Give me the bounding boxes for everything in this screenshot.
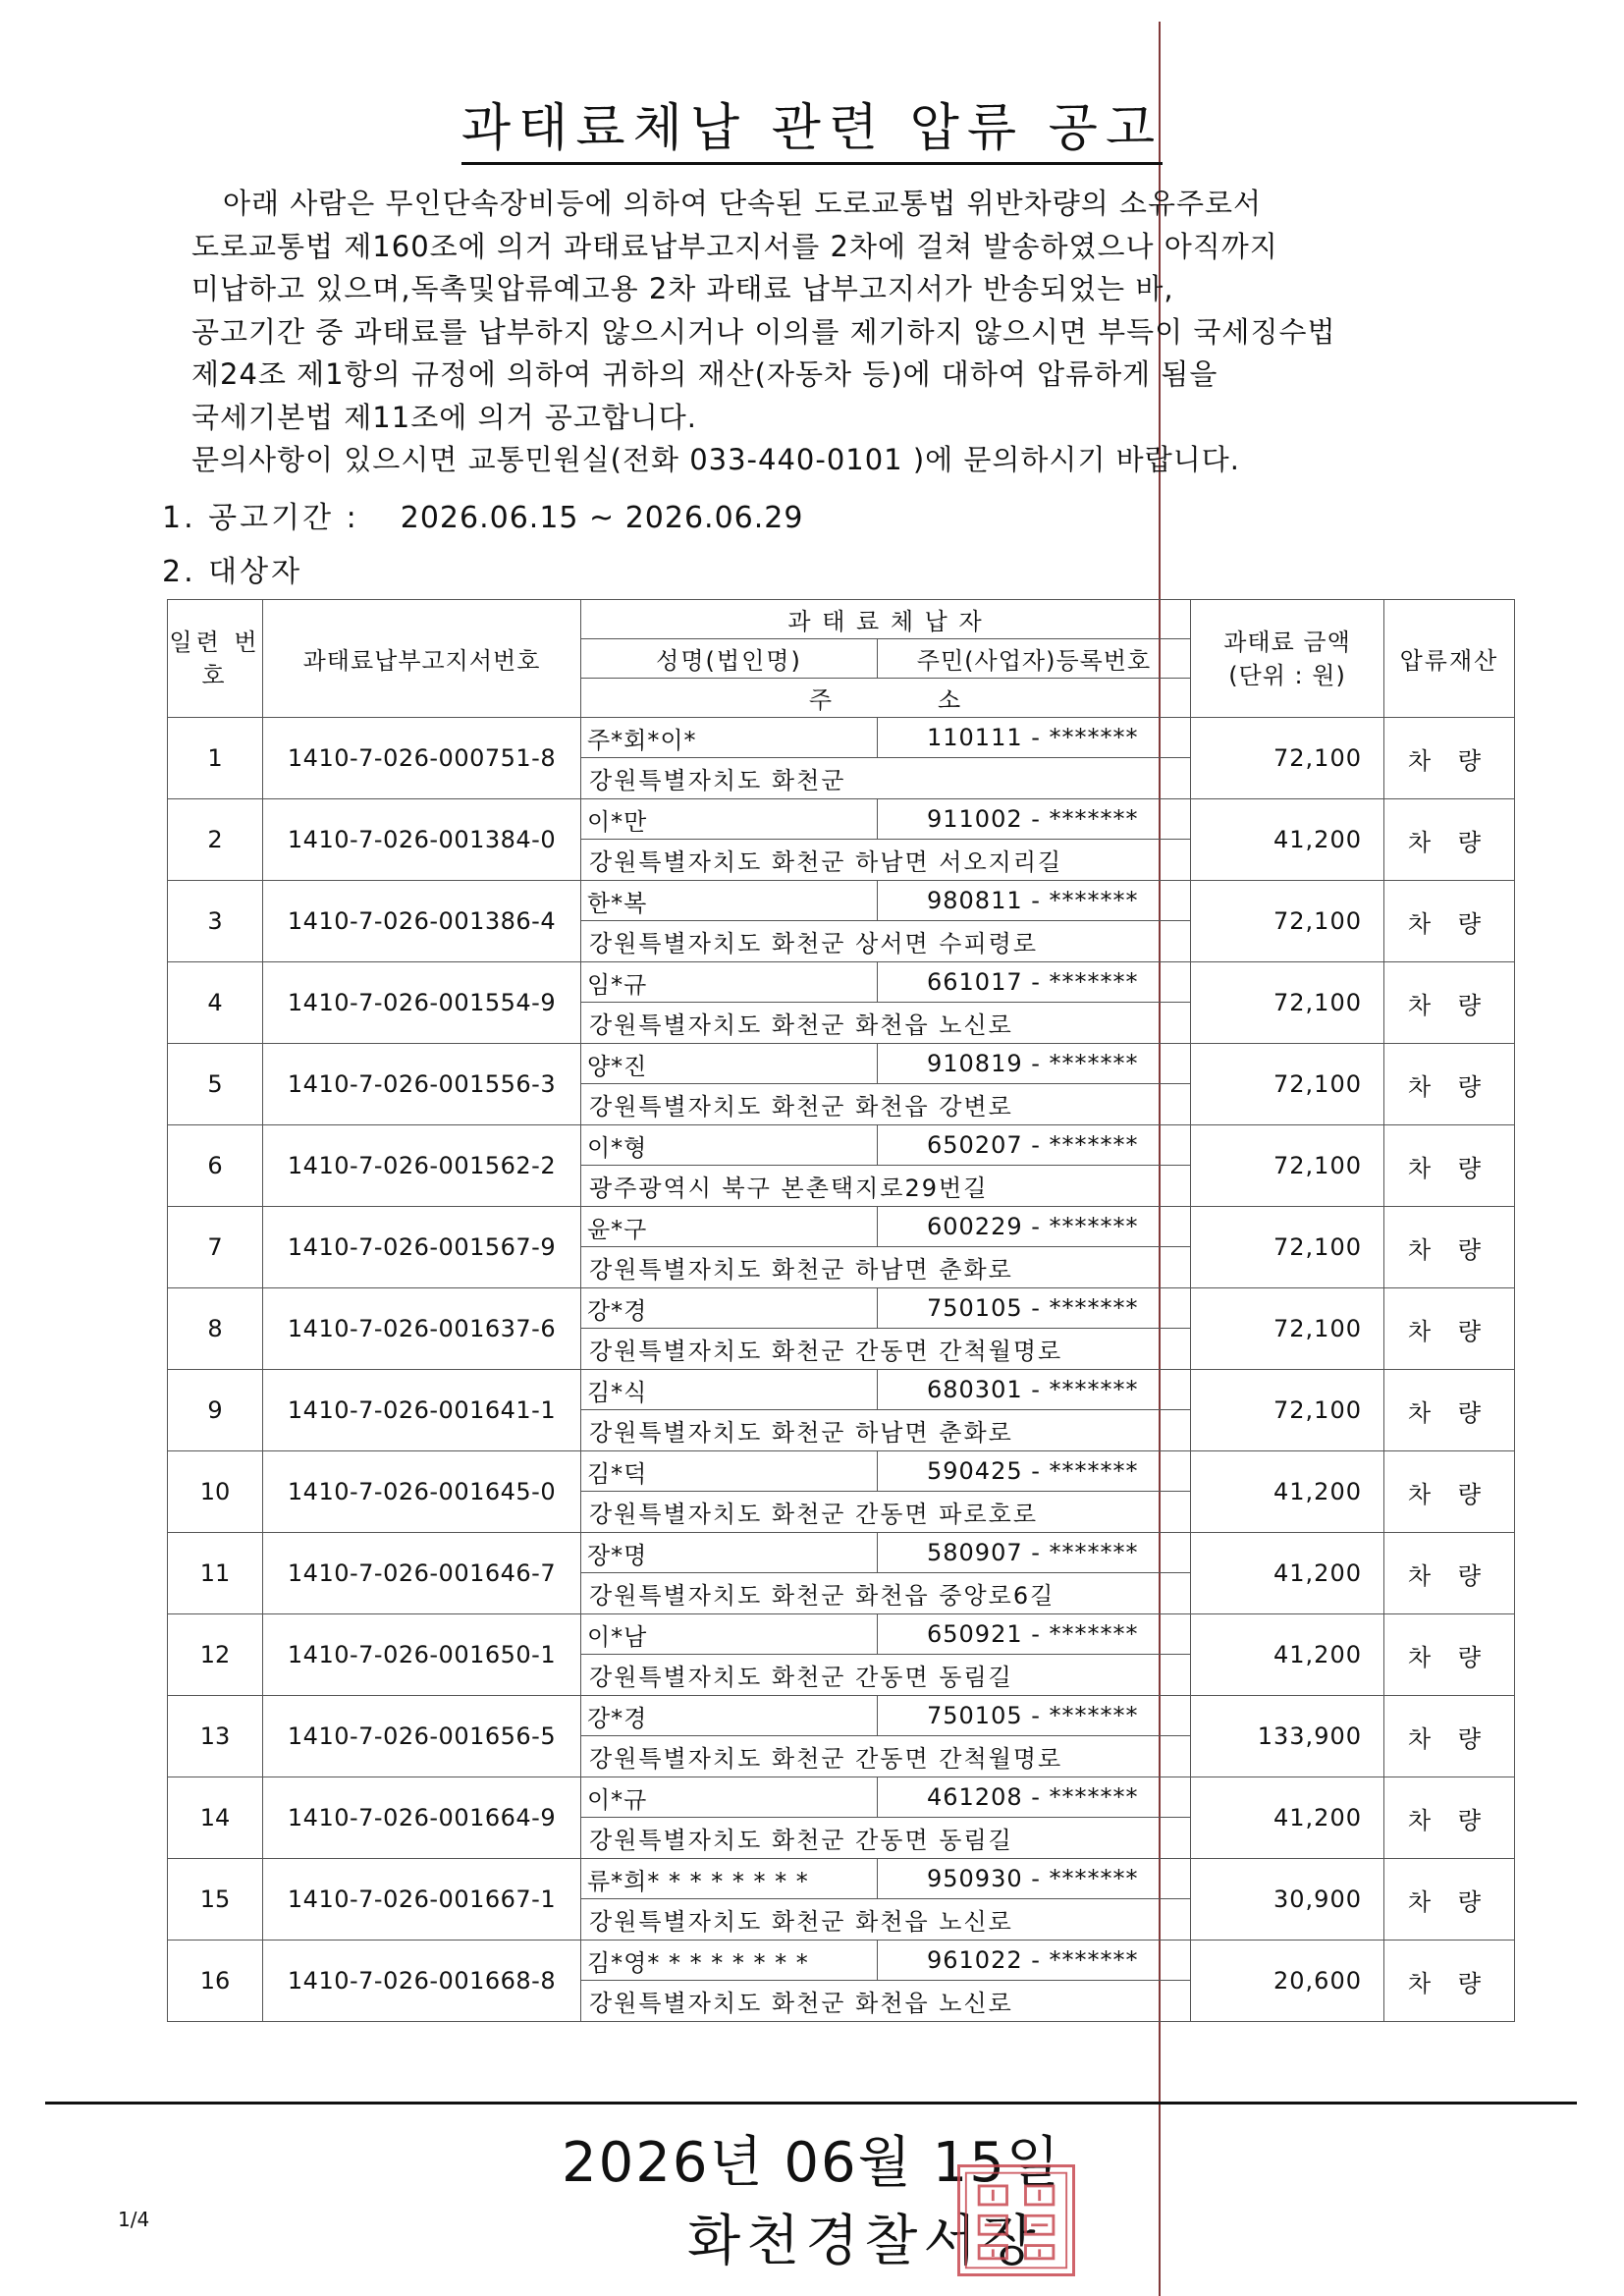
intro-line: 미납하고 있으며,독촉및압류예고용 2차 과태료 납부고지서가 반송되었는 바,	[191, 272, 1174, 305]
cell-name: 주*회*이*	[581, 718, 878, 758]
cell-notice-no: 1410-7-026-001668-8	[263, 1941, 581, 2022]
cell-serial-no: 16	[168, 1941, 263, 2022]
cell-notice-no: 1410-7-026-001641-1	[263, 1370, 581, 1451]
cell-seizure: 차 량	[1384, 718, 1515, 799]
cell-notice-no: 1410-7-026-001667-1	[263, 1859, 581, 1941]
cell-notice-no: 1410-7-026-001567-9	[263, 1207, 581, 1288]
cell-amount: 30,900	[1191, 1859, 1384, 1941]
cell-amount: 20,600	[1191, 1941, 1384, 2022]
cell-reg-no: 950930 - *******	[878, 1859, 1191, 1899]
cell-amount: 41,200	[1191, 799, 1384, 881]
cell-reg-no: 750105 - *******	[878, 1288, 1191, 1329]
header-name: 성명(법인명)	[581, 639, 878, 679]
cell-name: 강*경	[581, 1288, 878, 1329]
cell-serial-no: 10	[168, 1451, 263, 1533]
cell-serial-no: 3	[168, 881, 263, 962]
cell-address: 강원특별자치도 화천군 하남면 춘화로	[581, 1247, 1191, 1288]
header-serial-no: 일련 번호	[168, 600, 263, 718]
cell-name: 한*복	[581, 881, 878, 921]
cell-serial-no: 8	[168, 1288, 263, 1370]
cell-address: 강원특별자치도 화천군 화천읍 노신로	[581, 1899, 1191, 1941]
table-row	[168, 1370, 1515, 1410]
table-row	[168, 1777, 1515, 1818]
cell-reg-no: 911002 - *******	[878, 799, 1191, 840]
intro-line: 아래 사람은 무인단속장비등에 의하여 단속된 도로교통법 위반차량의 소유주로서	[223, 187, 1263, 220]
cell-serial-no: 7	[168, 1207, 263, 1288]
header-payer-group: 과 태 료 체 납 자	[581, 600, 1191, 639]
notice-period-value: 2026.06.15 ~ 2026.06.29	[400, 501, 804, 535]
cell-seizure: 차 량	[1384, 1859, 1515, 1941]
cell-reg-no: 600229 - *******	[878, 1207, 1191, 1247]
table-row	[168, 1614, 1515, 1655]
cell-seizure: 차 량	[1384, 1941, 1515, 2022]
cell-name: 류*희* * * * * * * *	[581, 1859, 878, 1899]
cell-serial-no: 2	[168, 799, 263, 881]
cell-name: 윤*구	[581, 1207, 878, 1247]
cell-address: 강원특별자치도 화천군 화천읍 노신로	[581, 1003, 1191, 1044]
cell-address: 강원특별자치도 화천군 화천읍 노신로	[581, 1981, 1191, 2022]
cell-reg-no: 961022 - *******	[878, 1941, 1191, 1981]
cell-notice-no: 1410-7-026-001556-3	[263, 1044, 581, 1125]
cell-reg-no: 680301 - *******	[878, 1370, 1191, 1410]
table-row	[168, 881, 1515, 921]
cell-name: 강*경	[581, 1696, 878, 1736]
footer-divider	[45, 2102, 1577, 2105]
table-row	[168, 1533, 1515, 1573]
cell-address: 강원특별자치도 화천군	[581, 758, 1191, 799]
cell-seizure: 차 량	[1384, 1533, 1515, 1614]
cell-amount: 41,200	[1191, 1614, 1384, 1696]
cell-name: 김*식	[581, 1370, 878, 1410]
cell-serial-no: 9	[168, 1370, 263, 1451]
cell-name: 장*명	[581, 1533, 878, 1573]
cell-notice-no: 1410-7-026-001562-2	[263, 1125, 581, 1207]
cell-amount: 72,100	[1191, 1370, 1384, 1451]
table-row	[168, 1451, 1515, 1492]
cell-notice-no: 1410-7-026-001664-9	[263, 1777, 581, 1859]
cell-amount: 72,100	[1191, 718, 1384, 799]
cell-seizure: 차 량	[1384, 1288, 1515, 1370]
intro-line: 제24조 제1항의 규정에 의하여 귀하의 재산(자동차 등)에 대하여 압류하게 됨을	[191, 357, 1218, 391]
table-row	[168, 1288, 1515, 1329]
table-row	[168, 1859, 1515, 1899]
table-row	[168, 1207, 1515, 1247]
cell-address: 광주광역시 북구 본촌택지로29번길	[581, 1166, 1191, 1207]
cell-amount: 41,200	[1191, 1451, 1384, 1533]
cell-address: 강원특별자치도 화천군 간동면 파로호로	[581, 1492, 1191, 1533]
table-row	[168, 799, 1515, 840]
cell-notice-no: 1410-7-026-001646-7	[263, 1533, 581, 1614]
delinquent-table	[167, 599, 1515, 2022]
cell-seizure: 차 량	[1384, 1044, 1515, 1125]
page-title: 과태료체납 관련 압류 공고	[0, 86, 1624, 160]
cell-reg-no: 580907 - *******	[878, 1533, 1191, 1573]
cell-reg-no: 590425 - *******	[878, 1451, 1191, 1492]
cell-serial-no: 15	[168, 1859, 263, 1941]
cell-serial-no: 1	[168, 718, 263, 799]
cell-amount: 72,100	[1191, 1125, 1384, 1207]
cell-seizure: 차 량	[1384, 799, 1515, 881]
page-number: 1/4	[118, 2208, 150, 2231]
cell-name: 이*남	[581, 1614, 878, 1655]
cell-seizure: 차 량	[1384, 1777, 1515, 1859]
cell-amount: 72,100	[1191, 1044, 1384, 1125]
cell-serial-no: 11	[168, 1533, 263, 1614]
table-row	[168, 1696, 1515, 1736]
header-seizure: 압류재산	[1384, 600, 1515, 718]
table-row	[168, 962, 1515, 1003]
cell-amount: 72,100	[1191, 1288, 1384, 1370]
cell-reg-no: 650921 - *******	[878, 1614, 1191, 1655]
cell-address: 강원특별자치도 화천군 하남면 춘화로	[581, 1410, 1191, 1451]
cell-address: 강원특별자치도 화천군 화천읍 중앙로6길	[581, 1573, 1191, 1614]
cell-amount: 72,100	[1191, 881, 1384, 962]
cell-seizure: 차 량	[1384, 1125, 1515, 1207]
cell-address: 강원특별자치도 화천군 하남면 서오지리길	[581, 840, 1191, 881]
cell-name: 김*영* * * * * * * *	[581, 1941, 878, 1981]
cell-name: 임*규	[581, 962, 878, 1003]
cell-serial-no: 13	[168, 1696, 263, 1777]
table-row	[168, 1044, 1515, 1084]
cell-address: 강원특별자치도 화천군 상서면 수피령로	[581, 921, 1191, 962]
cell-serial-no: 12	[168, 1614, 263, 1696]
cell-name: 이*규	[581, 1777, 878, 1818]
cell-seizure: 차 량	[1384, 1451, 1515, 1533]
cell-amount: 72,100	[1191, 962, 1384, 1044]
cell-reg-no: 650207 - *******	[878, 1125, 1191, 1166]
official-seal	[957, 2164, 1075, 2276]
cell-seizure: 차 량	[1384, 1207, 1515, 1288]
issue-date: 2026년 06월 15일	[562, 2131, 1061, 2195]
cell-name: 이*형	[581, 1125, 878, 1166]
table-body	[168, 718, 1515, 2022]
header-reg-no: 주민(사업자)등록번호	[878, 639, 1191, 679]
cell-serial-no: 4	[168, 962, 263, 1044]
cell-address: 강원특별자치도 화천군 간동면 간척월명로	[581, 1329, 1191, 1370]
cell-seizure: 차 량	[1384, 881, 1515, 962]
cell-notice-no: 1410-7-026-001386-4	[263, 881, 581, 962]
cell-name: 김*덕	[581, 1451, 878, 1492]
intro-line: 공고기간 중 과태료를 납부하지 않으시거나 이의를 제기하지 않으시면 부득이 국세징수법	[191, 314, 1336, 349]
cell-address: 강원특별자치도 화천군 화천읍 강변로	[581, 1084, 1191, 1125]
header-amount: 과태료 금액 (단위 : 원)	[1191, 600, 1384, 718]
intro-line: 국세기본법 제11조에 의거 공고합니다.	[191, 400, 697, 434]
cell-amount: 133,900	[1191, 1696, 1384, 1777]
table-row	[168, 1125, 1515, 1166]
cell-seizure: 차 량	[1384, 1370, 1515, 1451]
header-notice-no: 과태료납부고지서번호	[263, 600, 581, 718]
cell-reg-no: 910819 - *******	[878, 1044, 1191, 1084]
intro-line: 도로교통법 제160조에 의거 과태료납부고지서를 2차에 걸쳐 발송하였으나 아직까지	[191, 229, 1278, 263]
issuing-office: 화천경찰서장	[687, 2210, 1042, 2273]
cell-reg-no: 750105 - *******	[878, 1696, 1191, 1736]
intro-line: 문의사항이 있으시면 교통민원실(전화 033-440-0101 )에 문의하시기 바랍니다.	[191, 443, 1240, 476]
cell-name: 양*진	[581, 1044, 878, 1084]
cell-address: 강원특별자치도 화천군 간동면 동림길	[581, 1655, 1191, 1696]
cell-seizure: 차 량	[1384, 962, 1515, 1044]
notice-period-label: 1. 공고기간 :	[162, 501, 359, 535]
cell-notice-no: 1410-7-026-001656-5	[263, 1696, 581, 1777]
cell-notice-no: 1410-7-026-000751-8	[263, 718, 581, 799]
cell-notice-no: 1410-7-026-001650-1	[263, 1614, 581, 1696]
table-row	[168, 718, 1515, 758]
cell-address: 강원특별자치도 화천군 간동면 간척월명로	[581, 1736, 1191, 1777]
header-address: 주 소	[581, 679, 1191, 718]
cell-name: 이*만	[581, 799, 878, 840]
seal-graphic	[960, 2167, 1072, 2273]
cell-seizure: 차 량	[1384, 1614, 1515, 1696]
cell-serial-no: 6	[168, 1125, 263, 1207]
cell-seizure: 차 량	[1384, 1696, 1515, 1777]
cell-reg-no: 461208 - *******	[878, 1777, 1191, 1818]
cell-amount: 41,200	[1191, 1533, 1384, 1614]
table-row	[168, 1941, 1515, 1981]
cell-amount: 72,100	[1191, 1207, 1384, 1288]
cell-address: 강원특별자치도 화천군 간동면 동림길	[581, 1818, 1191, 1859]
cell-serial-no: 14	[168, 1777, 263, 1859]
cell-notice-no: 1410-7-026-001384-0	[263, 799, 581, 881]
cell-notice-no: 1410-7-026-001645-0	[263, 1451, 581, 1533]
intro-paragraph	[191, 183, 1586, 482]
cell-serial-no: 5	[168, 1044, 263, 1125]
cell-notice-no: 1410-7-026-001554-9	[263, 962, 581, 1044]
cell-reg-no: 980811 - *******	[878, 881, 1191, 921]
cell-reg-no: 661017 - *******	[878, 962, 1191, 1003]
cell-amount: 41,200	[1191, 1777, 1384, 1859]
notice-period	[162, 493, 803, 536]
cell-reg-no: 110111 - *******	[878, 718, 1191, 758]
target-heading: 2. 대상자	[162, 555, 303, 589]
cell-notice-no: 1410-7-026-001637-6	[263, 1288, 581, 1370]
